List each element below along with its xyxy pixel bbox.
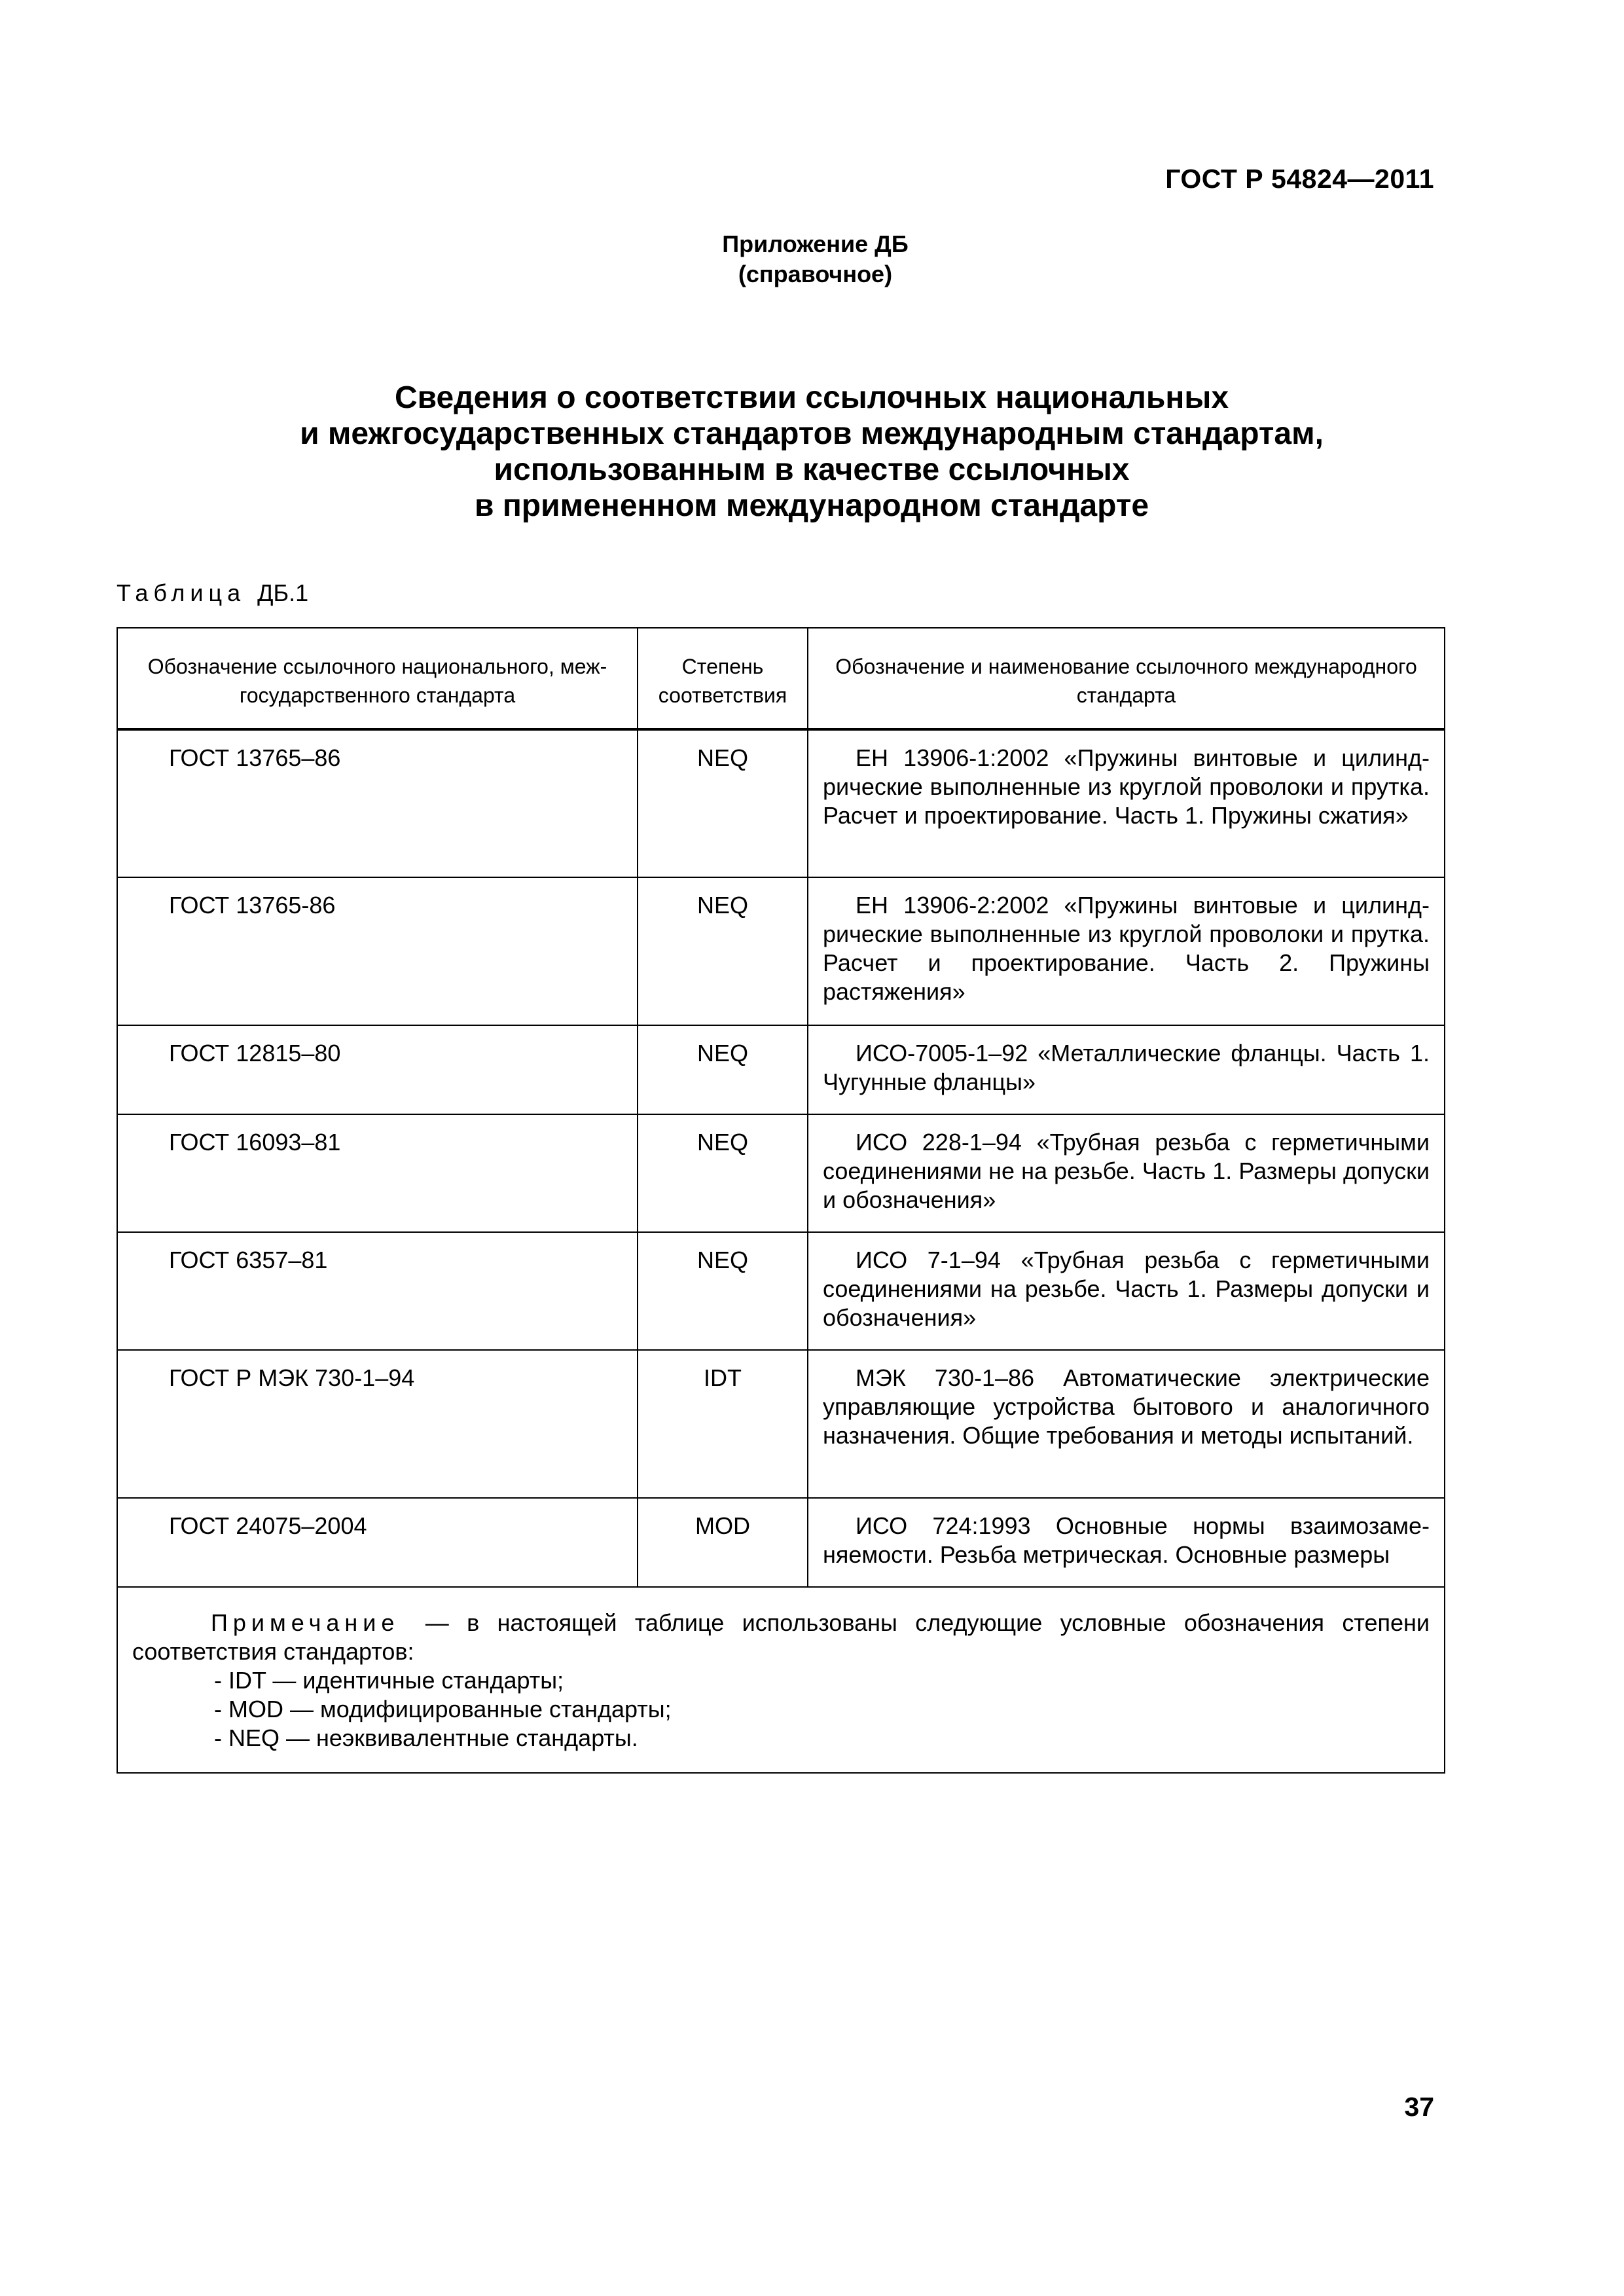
- standards-table: [117, 627, 1445, 1774]
- international-standard-cell: ИСО 724:1993 Основные нормы взаимозаменяемости. Резьба метрическая. Основные размеры: [808, 1498, 1445, 1587]
- national-standard-cell: ГОСТ 6357–81: [117, 1232, 638, 1350]
- international-standard-cell: ИСО 7-1–94 «Трубная резьба с герметичными соединениями на резьбе. Часть 1. Размеры допуски и обозначения»: [808, 1232, 1445, 1350]
- national-standard-cell: ГОСТ 24075–2004: [117, 1498, 638, 1587]
- table-row: [117, 1498, 1445, 1587]
- degree-cell: NEQ: [638, 877, 808, 1025]
- appendix-label: Приложение ДБ: [722, 230, 909, 257]
- note-item: - MOD — модифицированные стандарты;: [214, 1696, 672, 1722]
- table-row: [117, 877, 1445, 1025]
- table-row: [117, 1114, 1445, 1232]
- document-code: ГОСТ Р 54824—2011: [1165, 164, 1434, 194]
- national-standard-cell: ГОСТ Р МЭК 730-1–94: [117, 1350, 638, 1498]
- international-standard-cell: ЕН 13906-2:2002 «Пружины винтовые и цилиндрические выполненные из круглой проволоки и прутка. Расчет и проектирование. Часть 2. Пружины растяжения»: [808, 877, 1445, 1025]
- appendix-heading: [0, 229, 1624, 289]
- international-standard-cell: ИСО-7005-1–92 «Металлические фланцы. Часть 1. Чугунные фланцы»: [808, 1025, 1445, 1114]
- table-row: [117, 1350, 1445, 1498]
- note-text: — в настоящей таблице использованы следующие условные обозначения степени соответствия стандартов:: [132, 1609, 1430, 1665]
- appendix-kind: (справочное): [738, 261, 893, 287]
- note-item: - IDT — идентичные стандарты;: [214, 1667, 564, 1694]
- national-standard-cell: ГОСТ 13765–86: [117, 729, 638, 877]
- title-line-4: в примененном международном стандарте: [474, 488, 1149, 523]
- page-title: [196, 380, 1427, 524]
- page-number: 37: [1404, 2092, 1434, 2122]
- international-standard-cell: ИСО 228-1–94 «Трубная резьба с герметичными соединениями не на резьбе. Часть 1. Размеры допуски и обозначения»: [808, 1114, 1445, 1232]
- table-header-row: [117, 628, 1445, 729]
- table-caption-number: ДБ.1: [257, 579, 309, 606]
- international-standard-cell: МЭК 730-1–86 Автоматические электрические управляющие устройства бытового и аналогичного назначения. Общие требования и методы испытаний.: [808, 1350, 1445, 1498]
- table-note: [117, 1587, 1445, 1773]
- national-standard-cell: ГОСТ 13765-86: [117, 877, 638, 1025]
- title-line-3: использованным в качестве ссылочных: [494, 452, 1130, 487]
- degree-cell: IDT: [638, 1350, 808, 1498]
- note-item: - NEQ — неэквивалентные стандарты.: [214, 1724, 638, 1751]
- national-standard-cell: ГОСТ 16093–81: [117, 1114, 638, 1232]
- national-standard-cell: ГОСТ 12815–80: [117, 1025, 638, 1114]
- table-row: [117, 1025, 1445, 1114]
- column-header-degree: Степень соответствия: [638, 628, 808, 729]
- column-header-international: Обозначение и наименование ссылочного международного стандарта: [808, 628, 1445, 729]
- note-lead: Примечание: [211, 1609, 400, 1636]
- international-standard-cell: ЕН 13906-1:2002 «Пружины винтовые и цилиндрические выполненные из круглой проволоки и прутка. Расчет и проектирование. Часть 1. Пружины сжатия»: [808, 729, 1445, 877]
- degree-cell: NEQ: [638, 1025, 808, 1114]
- table-caption-lead: Таблица: [117, 579, 246, 606]
- table-caption: [117, 579, 308, 607]
- table-row: [117, 729, 1445, 877]
- degree-cell: MOD: [638, 1498, 808, 1587]
- title-line-1: Сведения о соответствии ссылочных национальных: [394, 380, 1229, 415]
- table-row: [117, 1232, 1445, 1350]
- degree-cell: NEQ: [638, 729, 808, 877]
- column-header-national: Обозначение ссылочного национального, межгосударственного стандарта: [117, 628, 638, 729]
- degree-cell: NEQ: [638, 1114, 808, 1232]
- degree-cell: NEQ: [638, 1232, 808, 1350]
- table-note-row: [117, 1587, 1445, 1773]
- title-line-2: и межгосударственных стандартов международным стандартам,: [300, 416, 1324, 451]
